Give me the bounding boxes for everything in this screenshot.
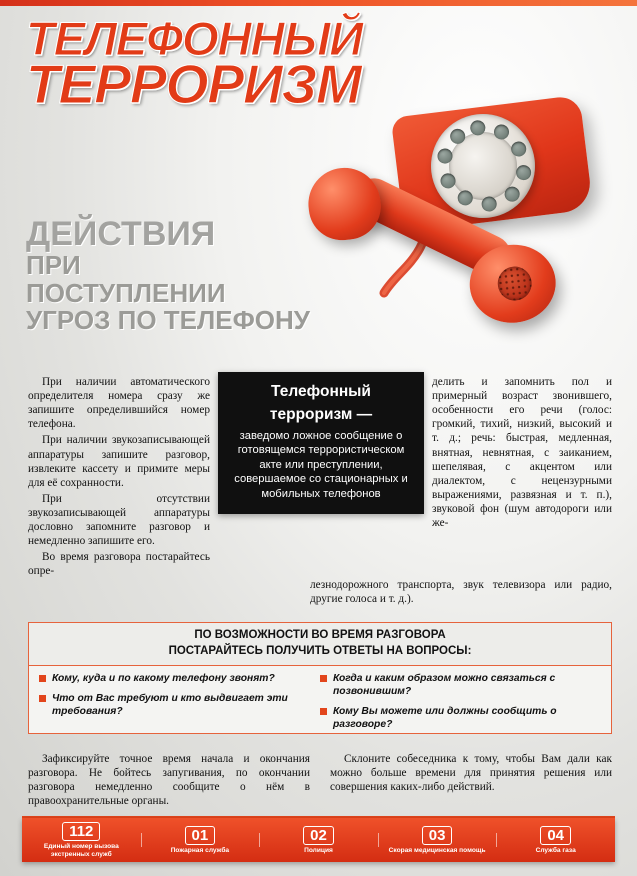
bullet-square-icon — [39, 695, 46, 702]
paragraph: лезнодорожного транспорта, звук телевизора или радио, другие голоса и т. д.). — [310, 579, 612, 606]
emergency-label: Полиция — [304, 846, 333, 854]
dial-hole — [481, 196, 498, 213]
list-item — [39, 673, 310, 686]
questions-panel-heading — [29, 623, 611, 666]
bullet-square-icon — [320, 708, 327, 715]
list-item — [320, 673, 591, 699]
dial-hole — [493, 124, 510, 141]
title-line-2: ТЕРРОРИЗМ — [26, 53, 361, 116]
emergency-number: 04 — [540, 826, 571, 845]
definition-term-line-1: Телефонный — [271, 383, 371, 400]
handset-mouthpiece — [466, 240, 560, 327]
emergency-item-04 — [496, 826, 615, 855]
dial-hole — [437, 148, 454, 165]
dial-hole — [440, 173, 457, 190]
definition-term-line-2: терроризм — — [269, 406, 373, 424]
definition-text: заведомо ложное сообщение о готовящемся террористическом акте или преступлении, совершаемое со стационарных и мобильных телефонов — [234, 429, 408, 500]
handset-bar — [347, 172, 517, 282]
body-text-right-column — [432, 375, 612, 532]
paragraph: При наличии автоматического определителя номера сразу же запишите определившийся номер телефона. — [28, 376, 210, 431]
emergency-item-03 — [378, 826, 497, 855]
list-item — [320, 706, 591, 732]
emergency-label: Служба газа — [535, 846, 576, 854]
closing-text-right — [330, 752, 612, 796]
emergency-item-02 — [259, 826, 378, 855]
dial-hole — [457, 190, 474, 207]
emergency-label: Пожарная служба — [170, 846, 230, 854]
dial-hole — [504, 186, 521, 203]
phone-base — [391, 95, 594, 232]
question-text: Кому Вы можете или должны сообщить о разговоре? — [333, 705, 557, 730]
definition-box — [218, 372, 424, 514]
question-text: Кому, куда и по какому телефону звонят? — [52, 673, 275, 685]
body-text-continuation — [310, 578, 612, 608]
list-item — [39, 693, 310, 719]
emergency-number: 112 — [62, 822, 100, 841]
questions-panel — [28, 622, 612, 734]
dial-center — [445, 128, 521, 204]
closing-text-left — [28, 752, 310, 810]
subtitle-line-1: ДЕЙСТВИЯ — [26, 215, 216, 253]
subtitle-line-2: ПРИ — [26, 250, 81, 281]
bullet-square-icon — [320, 675, 327, 682]
emergency-item-01 — [141, 826, 260, 855]
poster-subtitle — [26, 216, 356, 335]
questions-heading-line-1: ПО ВОЗМОЖНОСТИ ВО ВРЕМЯ РАЗГОВОРА — [194, 629, 446, 641]
emergency-numbers-bar — [22, 818, 615, 862]
questions-heading-line-2: ПОСТАРАЙТЕСЬ ПОЛУЧИТЬ ОТВЕТЫ НА ВОПРОСЫ: — [168, 644, 472, 657]
emergency-number: 02 — [303, 826, 334, 845]
paragraph: При наличии звукозаписывающей аппаратуры запишите разговор, извлеките кассету и примите меры для её сохранности. — [28, 434, 210, 489]
emergency-number: 01 — [185, 826, 216, 845]
subtitle-line-4: УГРОЗ ПО ТЕЛЕФОНУ — [26, 305, 310, 336]
paragraph: делить и запомнить пол и примерный возраст звонившего, особенности его речи (голос: громкий, тихий, низкий, высокий и т. д.; речь: быстрая, медленная, внятная, невнятная, с заиканием, шепелявая, с акцентом или диалектом, с нецензурными выражениями, развязная и т. п.), звуковой фон (шум автодороги или же- — [432, 376, 612, 530]
paragraph: При отсутствии звукозаписывающей аппаратуры дословно запомните разговор и немедленно запишите его. — [28, 492, 210, 548]
bullet-square-icon — [39, 675, 46, 682]
phone-dial — [425, 108, 541, 224]
questions-right-column — [320, 673, 601, 738]
emergency-item-112 — [22, 822, 141, 858]
dial-hole — [469, 119, 486, 136]
question-text: Когда и каким образом можно связаться с позвонившим? — [333, 673, 556, 697]
paragraph: Во время разговора постарайтесь опре- — [28, 551, 210, 578]
dial-hole — [449, 128, 466, 145]
subtitle-line-3: ПОСТУПЛЕНИИ — [26, 277, 226, 308]
top-red-strip — [0, 0, 637, 6]
handset-speaker-grille-icon — [496, 265, 533, 302]
question-text: Что от Вас требуют и кто выдвигает эти требования? — [52, 692, 288, 717]
emergency-label: Скорая медицинская помощь — [388, 846, 486, 854]
questions-columns — [29, 666, 611, 738]
paragraph: Склоните собеседника к тому, чтобы Вам дали как можно больше времени для принятия решения или совершения каких-либо действий. — [330, 753, 612, 794]
dial-hole — [510, 141, 527, 158]
emergency-label: Единый номер вызова экстренных служб — [43, 842, 119, 858]
dial-hole — [515, 164, 532, 181]
title-line-1: ТЕЛЕФОННЫЙ — [26, 12, 363, 65]
emergency-number: 03 — [422, 826, 453, 845]
questions-left-column — [39, 673, 320, 738]
paragraph: Зафиксируйте точное время начала и окончания разговора. Не бойтесь запугивания, по окончании разговора немедленно сообщите о нём в правоохранительные органы. — [28, 753, 310, 808]
body-text-left-column — [28, 375, 210, 581]
poster-title — [26, 12, 496, 116]
